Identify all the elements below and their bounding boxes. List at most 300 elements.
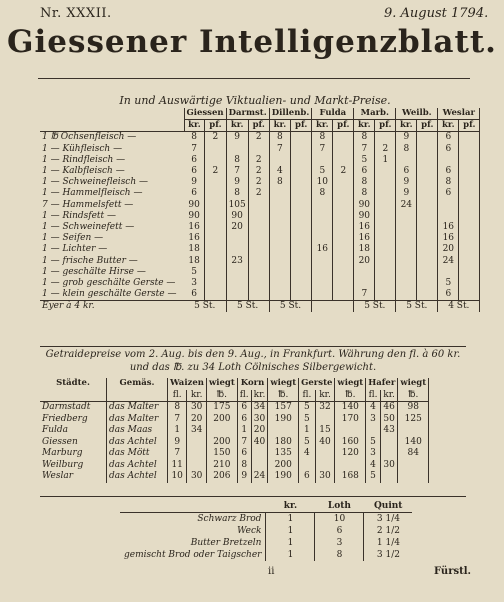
grain-cell: 4 (366, 460, 381, 472)
grain-cell (335, 425, 366, 437)
prices-cell (417, 289, 438, 301)
prices-cell (417, 278, 438, 289)
prices-cell (459, 211, 480, 222)
prices-cell (375, 233, 396, 244)
prices-cell (205, 188, 226, 199)
bread-item: Butter Bretzeln (190, 538, 262, 548)
bread-quint: 3 1/2 (364, 549, 413, 561)
prices-row (40, 233, 480, 244)
prices-row-label: 1 ℔ Ochsenfleisch — (42, 132, 137, 143)
grain-header: Gerste (299, 378, 335, 390)
prices-cell: 6 (438, 132, 459, 144)
prices-cell (248, 144, 269, 155)
newspaper-title: Giessener Intelligenzblatt. (7, 24, 497, 60)
victual-prices-table (40, 108, 480, 312)
prices-cell (375, 278, 396, 289)
prices-cell (333, 278, 354, 289)
prices-cell (248, 289, 269, 301)
grain-cell: 43 (380, 425, 398, 437)
prices-cell: 8 (226, 155, 248, 166)
grain-cell: 20 (187, 414, 207, 426)
prices-cell: 8 (312, 188, 333, 199)
grain-row (40, 448, 429, 460)
prices-cell (417, 222, 438, 233)
prices-row-label: 1 — Kühfleisch — (42, 143, 123, 154)
bread-row (120, 537, 412, 549)
grain-cell: 1 (237, 425, 251, 437)
prices-cell: 9 (226, 177, 248, 188)
prices-cell (375, 222, 396, 233)
prices-unit-header: kr. (269, 120, 290, 132)
prices-cell (226, 233, 248, 244)
prices-cell (291, 222, 312, 233)
grain-unit: fl. (168, 390, 187, 402)
footer-catchword: Fürstl. (434, 566, 471, 577)
grain-cell (187, 460, 207, 472)
prices-cell (291, 188, 312, 199)
prices-cell (396, 267, 417, 278)
prices-cell (459, 200, 480, 211)
prices-cell (417, 132, 438, 144)
prices-cell: 24 (438, 255, 459, 266)
prices-cell (269, 289, 290, 301)
bread-loth: 8 (315, 549, 364, 561)
prices-total-cell: 5 St. (354, 301, 396, 313)
grain-cell: 40 (251, 437, 268, 449)
grain-cell: 8 (237, 460, 251, 472)
prices-cell: 16 (354, 233, 375, 244)
prices-cell (205, 211, 226, 222)
prices-cell: 6 (184, 188, 205, 199)
prices-cell: 90 (354, 211, 375, 222)
prices-cell (269, 188, 290, 199)
grain-header-city: Städte. (40, 378, 107, 390)
prices-cell (459, 255, 480, 266)
prices-row-label: 1 — geschälte Hirse — (42, 266, 146, 277)
prices-cell: 2 (333, 166, 354, 177)
grain-cell (380, 471, 398, 483)
prices-totals-label: Eyer à 4 kr. (40, 301, 184, 313)
prices-cell (291, 144, 312, 155)
prices-cell (417, 155, 438, 166)
prices-cell (375, 244, 396, 255)
grain-cell: 5 (299, 414, 315, 426)
prices-cell: 90 (184, 200, 205, 211)
grain-cell: 30 (251, 414, 268, 426)
grain-cell: 6 (237, 402, 251, 414)
grain-cell (398, 471, 429, 483)
prices-cell: 2 (248, 155, 269, 166)
prices-cell: 6 (438, 289, 459, 301)
prices-cell (459, 222, 480, 233)
grain-cell: 3 (366, 414, 381, 426)
grain-cell (315, 448, 335, 460)
grain-cell: 46 (380, 402, 398, 414)
grain-cell: 170 (335, 414, 366, 426)
prices-cell: 8 (396, 144, 417, 155)
prices-cell: 90 (184, 211, 205, 222)
grain-measure: das Mött (107, 448, 168, 460)
grain-cell (187, 437, 207, 449)
grain-city: Darmstadt (40, 402, 107, 414)
prices-cell (438, 200, 459, 211)
bread-item: gemischt Brod oder Taigscher (124, 550, 262, 560)
prices-row (40, 255, 480, 266)
bread-row (120, 513, 412, 526)
prices-unit-header: pf. (375, 120, 396, 132)
prices-cell (417, 177, 438, 188)
grain-row (40, 437, 429, 449)
prices-cell (438, 155, 459, 166)
prices-cell (205, 278, 226, 289)
prices-row (40, 222, 480, 233)
prices-cell (248, 211, 269, 222)
prices-cell: 8 (438, 177, 459, 188)
prices-unit-header: kr. (396, 120, 417, 132)
prices-cell (333, 244, 354, 255)
prices-cell (248, 200, 269, 211)
prices-cell (312, 211, 333, 222)
prices-cell (269, 155, 290, 166)
prices-cell (375, 200, 396, 211)
prices-cell (459, 188, 480, 199)
grain-unit: ℔. (335, 390, 366, 402)
prices-cell: 6 (184, 166, 205, 177)
prices-unit-header: kr. (312, 120, 333, 132)
prices-cell (205, 289, 226, 301)
prices-unit-header: kr. (184, 120, 205, 132)
prices-cell: 20 (354, 255, 375, 266)
grain-cell (366, 425, 381, 437)
prices-cell (459, 267, 480, 278)
prices-cell (312, 200, 333, 211)
grain-header: Hafer (366, 378, 398, 390)
prices-cell: 16 (354, 222, 375, 233)
prices-cell: 6 (184, 289, 205, 301)
prices-cell (417, 200, 438, 211)
grain-cell (251, 448, 268, 460)
prices-row-label: 1 — Kalbfleisch — (42, 166, 125, 177)
prices-cell: 3 (184, 278, 205, 289)
grain-cell: 190 (268, 414, 299, 426)
prices-row (40, 155, 480, 166)
prices-row-label: 1 — Schweinefleisch — (42, 177, 149, 188)
grain-city: Weslar (40, 471, 107, 483)
grain-unit: ℔. (268, 390, 299, 402)
grain-cell: 32 (315, 402, 335, 414)
section-rule-2 (40, 496, 466, 497)
prices-cell (205, 267, 226, 278)
bread-loth: 3 (315, 537, 364, 549)
prices-cell: 8 (354, 177, 375, 188)
grain-cell (268, 425, 299, 437)
bread-item: Weck (237, 526, 262, 536)
prices-cell: 6 (438, 144, 459, 155)
grain-cell: 5 (299, 402, 315, 414)
prices-cell: 16 (438, 222, 459, 233)
prices-row-label: 1 — Seifen — (42, 233, 104, 244)
prices-cell: 10 (312, 177, 333, 188)
prices-cell (291, 155, 312, 166)
prices-total-cell: 5 St. (269, 301, 312, 313)
grain-header: wiegt (335, 378, 366, 390)
grain-section-title: Getraidepreise vom 2. Aug. bis den 9. Aug., in Frankfurt. Währung den fl. à 60 kr. und das ℔. zu 34 Loth Cölnisches Silbergewicht. (45, 349, 461, 373)
prices-col-header: Dillenb. (269, 108, 312, 120)
grain-cell: 30 (187, 402, 207, 414)
prices-cell (459, 278, 480, 289)
prices-total-cell: 5 St. (226, 301, 269, 313)
prices-cell (226, 289, 248, 301)
prices-total-cell: 5 St. (184, 301, 226, 313)
grain-cell: 190 (268, 471, 299, 483)
prices-col-header: Giessen (184, 108, 226, 120)
prices-row-label: 1 — klein geschälte Gerste — (42, 289, 177, 300)
prices-section-title: In und Auswärtige Viktualien- und Markt-Preise. (119, 94, 391, 107)
prices-cell (459, 144, 480, 155)
prices-cell (396, 278, 417, 289)
bread-quint: 2 1/2 (364, 525, 413, 537)
prices-cell: 2 (248, 188, 269, 199)
prices-col-header: Weslar (438, 108, 480, 120)
issue-number: Nr. XXXII. (40, 6, 112, 21)
grain-cell: 11 (168, 460, 187, 472)
prices-cell (417, 267, 438, 278)
grain-cell: 120 (335, 448, 366, 460)
prices-row (40, 267, 480, 278)
grain-cell: 6 (299, 471, 315, 483)
grain-cell: 200 (268, 460, 299, 472)
bread-kr: 1 (266, 525, 315, 537)
prices-row-label: 1 — Rindfleisch — (42, 154, 126, 165)
grain-unit: kr. (187, 390, 207, 402)
prices-cell (226, 278, 248, 289)
grain-cell: 1 (168, 425, 187, 437)
bread-loth: 10 (315, 513, 364, 526)
prices-row (40, 166, 480, 177)
prices-cell (459, 289, 480, 301)
grain-header-measure: Gemäs. (107, 378, 168, 390)
prices-cell (248, 233, 269, 244)
prices-row (40, 244, 480, 255)
grain-cell: 24 (251, 471, 268, 483)
prices-cell: 105 (226, 200, 248, 211)
prices-cell (248, 244, 269, 255)
prices-unit-header: kr. (354, 120, 375, 132)
grain-cell (380, 448, 398, 460)
prices-cell (459, 166, 480, 177)
grain-header: wiegt (268, 378, 299, 390)
grain-row (40, 471, 429, 483)
prices-cell (333, 255, 354, 266)
prices-row (40, 132, 480, 144)
grain-measure: das Achtel (107, 437, 168, 449)
prices-cell (417, 233, 438, 244)
prices-cell: 18 (354, 244, 375, 255)
grain-measure: das Maas (107, 425, 168, 437)
prices-cell (312, 267, 333, 278)
grain-cell: 15 (315, 425, 335, 437)
prices-cell (269, 222, 290, 233)
prices-cell: 2 (248, 132, 269, 144)
prices-cell (205, 155, 226, 166)
prices-row-label: 1 — Rindsfett — (42, 210, 117, 221)
grain-cell: 140 (398, 437, 429, 449)
grain-cell: 1 (299, 425, 315, 437)
grain-cell: 150 (206, 448, 237, 460)
grain-cell (206, 425, 237, 437)
prices-cell (417, 255, 438, 266)
grain-cell (315, 460, 335, 472)
grain-cell: 34 (251, 402, 268, 414)
prices-cell: 18 (184, 255, 205, 266)
prices-cell (396, 244, 417, 255)
prices-cell: 6 (354, 166, 375, 177)
prices-cell (459, 177, 480, 188)
prices-row-label: 1 — Lichter — (42, 244, 108, 255)
grain-cell (299, 460, 315, 472)
prices-cell (312, 222, 333, 233)
prices-cell (375, 211, 396, 222)
prices-cell (291, 233, 312, 244)
prices-row (40, 278, 480, 289)
prices-cell (291, 278, 312, 289)
grain-unit: fl. (237, 390, 251, 402)
prices-cell (205, 144, 226, 155)
prices-cell (375, 267, 396, 278)
prices-cell (269, 244, 290, 255)
grain-cell: 160 (335, 437, 366, 449)
prices-unit-header: pf. (291, 120, 312, 132)
grain-unit: ℔. (206, 390, 237, 402)
grain-cell: 6 (237, 448, 251, 460)
prices-cell: 8 (312, 132, 333, 144)
grain-cell: 7 (168, 448, 187, 460)
prices-cell: 6 (438, 166, 459, 177)
prices-cell (333, 155, 354, 166)
grain-row (40, 414, 429, 426)
prices-cell (226, 144, 248, 155)
prices-cell: 7 (226, 166, 248, 177)
grain-cell: 5 (299, 437, 315, 449)
prices-cell (312, 233, 333, 244)
bread-loth: 6 (315, 525, 364, 537)
footer-signature: ii (268, 566, 275, 577)
prices-row (40, 144, 480, 155)
grain-measure: das Achtel (107, 471, 168, 483)
prices-cell (333, 233, 354, 244)
grain-cell: 125 (398, 414, 429, 426)
prices-cell (333, 211, 354, 222)
prices-cell (459, 233, 480, 244)
prices-cell: 20 (226, 222, 248, 233)
prices-row-label: 1 — grob geschälte Gerste — (42, 277, 176, 288)
bread-header (120, 500, 266, 513)
prices-cell (291, 211, 312, 222)
grain-cell (315, 414, 335, 426)
grain-cell: 175 (206, 402, 237, 414)
prices-cell: 16 (312, 244, 333, 255)
grain-cell: 180 (268, 437, 299, 449)
prices-cell: 5 (184, 267, 205, 278)
grain-city: Giessen (40, 437, 107, 449)
grain-cell: 34 (187, 425, 207, 437)
prices-cell: 2 (375, 144, 396, 155)
prices-cell (438, 267, 459, 278)
grain-cell: 10 (168, 471, 187, 483)
prices-col-header: Fulda (312, 108, 354, 120)
prices-cell (205, 177, 226, 188)
grain-cell (187, 448, 207, 460)
grain-cell: 140 (335, 402, 366, 414)
prices-cell (438, 211, 459, 222)
grain-row (40, 402, 429, 414)
prices-cell: 9 (396, 132, 417, 144)
prices-cell: 8 (354, 188, 375, 199)
grain-cell: 50 (380, 414, 398, 426)
prices-cell (417, 144, 438, 155)
prices-cell: 1 (375, 155, 396, 166)
prices-cell (291, 166, 312, 177)
prices-cell: 8 (354, 132, 375, 144)
prices-cell: 90 (226, 211, 248, 222)
bread-kr: 1 (266, 549, 315, 561)
prices-cell (459, 244, 480, 255)
prices-cell (269, 211, 290, 222)
prices-cell: 7 (269, 144, 290, 155)
grain-cell (251, 460, 268, 472)
prices-cell (333, 144, 354, 155)
prices-cell: 16 (438, 233, 459, 244)
prices-cell (333, 177, 354, 188)
bread-quint: 3 1/4 (364, 513, 413, 526)
grain-cell: 40 (315, 437, 335, 449)
grain-prices-table (40, 378, 429, 483)
grain-cell: 30 (315, 471, 335, 483)
grain-cell: 98 (398, 402, 429, 414)
prices-cell (312, 255, 333, 266)
grain-unit: kr. (380, 390, 398, 402)
prices-cell (269, 233, 290, 244)
prices-col-header: Darmst. (226, 108, 269, 120)
prices-cell: 6 (438, 188, 459, 199)
prices-total-cell: 5 St. (396, 301, 438, 313)
grain-cell: 200 (206, 414, 237, 426)
prices-cell (459, 155, 480, 166)
prices-cell (248, 255, 269, 266)
grain-unit: fl. (299, 390, 315, 402)
grain-cell: 20 (251, 425, 268, 437)
bread-row (120, 549, 412, 561)
grain-city: Marburg (40, 448, 107, 460)
bread-kr: 1 (266, 513, 315, 526)
prices-cell: 9 (226, 132, 248, 144)
prices-cell (205, 233, 226, 244)
grain-measure: das Malter (107, 414, 168, 426)
grain-cell: 168 (335, 471, 366, 483)
prices-unit-header: pf. (205, 120, 226, 132)
grain-cell: 5 (366, 437, 381, 449)
prices-cell (375, 166, 396, 177)
prices-cell: 24 (396, 200, 417, 211)
prices-cell (226, 244, 248, 255)
prices-cell (205, 255, 226, 266)
prices-cell (354, 267, 375, 278)
grain-cell: 4 (299, 448, 315, 460)
prices-unit-header: kr. (438, 120, 459, 132)
prices-cell (333, 222, 354, 233)
prices-cell: 7 (312, 144, 333, 155)
prices-unit-header: pf. (333, 120, 354, 132)
